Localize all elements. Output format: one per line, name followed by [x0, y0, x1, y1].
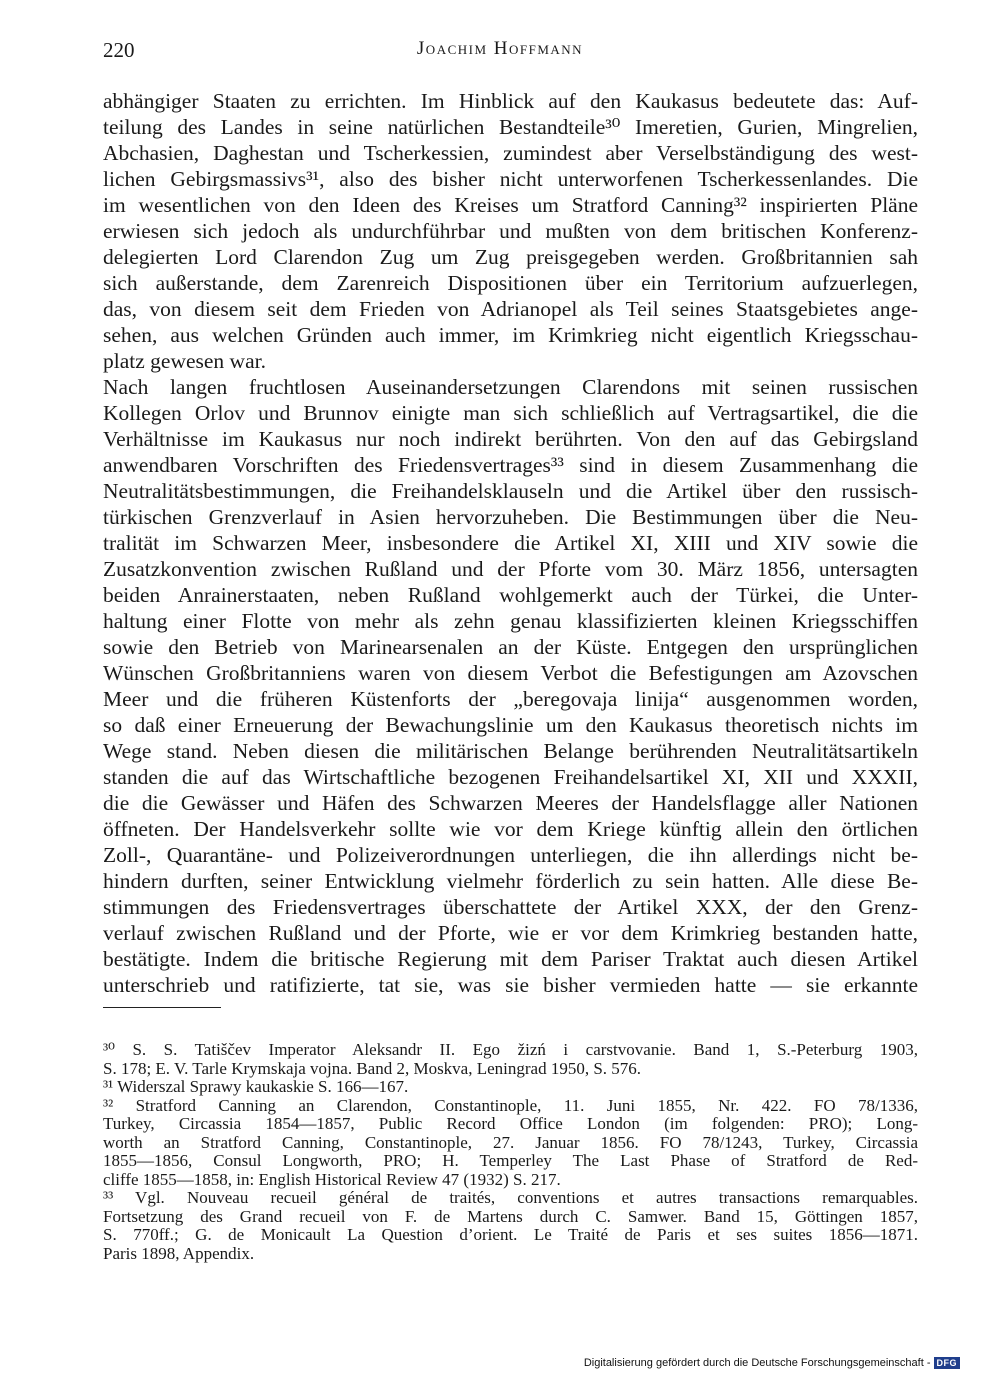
- body-line: türkischen Grenzverlauf in Asien hervorzuheben. Die Bestimmungen über die Neu-: [103, 505, 918, 529]
- body-line: im wesentlichen von den Ideen des Kreises um Stratford Canning³² inspirierten Pläne: [103, 193, 918, 217]
- footnote-line: Paris 1898, Appendix.: [103, 1243, 255, 1263]
- body-line: lichen Gebirgsmassivs³¹, also des bisher nicht unterworfenen Tscherkessenlandes. Die: [103, 167, 918, 191]
- body-text: [103, 88, 918, 998]
- footnote-line: Turkey, Circassia 1854—1857, Public Record Office London (im folgenden: PRO); Long-: [103, 1114, 918, 1133]
- body-line: sehen, aus welchen Gründen auch immer, im Krimkrieg nicht eigentlich Kriegsschau-: [103, 323, 918, 347]
- body-line: Neutralitätsbestimmungen, die Freihandelsklauseln und die Artikel über den russisch-: [103, 479, 918, 503]
- body-line: teilung des Landes in seine natürlichen Bestandteile³⁰ Imeretien, Gurien, Mingrelien,: [103, 115, 918, 139]
- body-line: Wünschen Großbritanniens waren von diesem Verbot die Befestigungen am Azovschen: [103, 661, 918, 685]
- body-line: sich außerstande, dem Zarenreich Dispositionen über ein Territorium aufzuerlegen,: [103, 271, 918, 295]
- footnote-line: S. 770ff.; G. de Monicault La Question d’orient. Le Traité de Paris et ses suites 1856—1871.: [103, 1225, 918, 1244]
- body-line: delegierten Lord Clarendon Zug um Zug preisgegeben werden. Großbritannien sah: [103, 245, 918, 269]
- body-line: Nach langen fruchtlosen Auseinandersetzungen Clarendons mit seinen russischen: [103, 375, 918, 399]
- body-line: anwendbaren Vorschriften des Friedensvertrages³³ sind in diesem Zusammenhang die: [103, 453, 918, 477]
- footnote-line: ³³ Vgl. Nouveau recueil général de traités, conventions et autres transactions remarquables.: [103, 1188, 918, 1207]
- footnote-line: S. 178; E. V. Tarle Krymskaja vojna. Band 2, Moskva, Leningrad 1950, S. 576.: [103, 1058, 642, 1078]
- running-head: Joachim Hoffmann: [416, 38, 584, 59]
- dfg-logo: DFG: [934, 1357, 961, 1369]
- body-line: Zusatzkonvention zwischen Rußland und der Pforte vom 30. März 1856, untersagten: [103, 557, 918, 581]
- body-line: Abchasien, Daghestan und Tscherkessien, zumindest aber Verselbständigung des west-: [103, 141, 918, 165]
- body-line: verlauf zwischen Rußland und der Pforte, wie er vor dem Krimkrieg bestanden hatte,: [103, 921, 918, 945]
- footnote-line: worth an Stratford Canning, Constantinople, 27. Januar 1856. FO 78/1243, Turkey, Circassia: [103, 1132, 918, 1152]
- footnote-line: Fortsetzung des Grand recueil von F. de Martens durch C. Samwer. Band 15, Göttingen 1857,: [103, 1206, 918, 1226]
- body-line: unterschrieb und ratifizierte, tat sie, was sie bisher vermieden hatte — sie erkannte: [103, 973, 918, 997]
- body-line: hindern durften, seiner Entwicklung vielmehr förderlich zu sein hatten. Alle diese Be-: [103, 869, 918, 893]
- body-line: öffneten. Der Handelsverkehr sollte wie vor dem Kriege künftig allein den örtlichen: [103, 817, 918, 841]
- body-line: abhängiger Staaten zu errichten. Im Hinblick auf den Kaukasus bedeutete das: Auf-: [103, 89, 918, 113]
- footnote-rule: [103, 1007, 221, 1008]
- footnote-line: cliffe 1855—1858, in: English Historical Review 47 (1932) S. 217.: [103, 1169, 561, 1189]
- body-line: die die Gewässer und Häfen des Schwarzen Meeres der Handelsflagge aller Nationen: [103, 791, 918, 815]
- body-line: Wege stand. Neben diesen die militärischen Belange berührenden Neutralitätsartikeln: [103, 739, 918, 763]
- body-line: Kollegen Orlov und Brunnov einigte man sich schließlich auf Vertragsartikel, die die: [103, 401, 918, 425]
- body-line: beiden Anrainerstaaten, neben Rußland wohlgemerkt auch der Türkei, die Unter-: [103, 583, 918, 607]
- body-line: Verhältnisse im Kaukasus nur noch indirekt berührten. Von den auf das Gebirgsland: [103, 427, 918, 451]
- footnote-line: 1855—1856, Consul Longworth, PRO; H. Temperley The Last Phase of Stratford de Red-: [103, 1151, 918, 1170]
- page-number: 220: [103, 38, 135, 62]
- body-line: so daß einer Erneuerung der Bewachungslinie um den Kaukasus theoretisch nichts im: [103, 713, 918, 737]
- body-line: standen die auf das Wirtschaftliche bezogenen Freihandelsartikel XI, XII und XXXII,: [103, 765, 918, 789]
- body-line: stimmungen des Friedensvertrages überschattete der Artikel XXX, der den Grenz-: [103, 895, 918, 919]
- footnote-line: ³¹ Widerszal Sprawy kaukaskie S. 166—167.: [103, 1077, 409, 1096]
- body-line: platz gewesen war.: [103, 349, 266, 373]
- body-line: Meer und die früheren Küstenforts der „beregovaja linija“ ausgenommen worden,: [103, 687, 918, 711]
- body-line: haltung einer Flotte von mehr als zehn genau klassifizierten kleinen Kriegsschiffen: [103, 609, 918, 633]
- footnotes: [103, 1041, 918, 1263]
- credit-text: Digitalisierung gefördert durch die Deutsche Forschungsgemeinschaft -: [583, 1357, 931, 1369]
- body-line: bestätigte. Indem die britische Regierung mit dem Pariser Traktat auch diesen Artikel: [103, 947, 918, 971]
- body-line: tralität im Schwarzen Meer, insbesondere die Artikel XI, XIII und XIV sowie die: [103, 531, 918, 555]
- footnote-line: ³⁰ S. S. Tatiščev Imperator Aleksandr II. Ego žizń i carstvovanie. Band 1, S.-Peterburg 1903,: [103, 1040, 918, 1059]
- body-line: das, von diesem seit dem Frieden von Adrianopel als Teil seines Staatsgebietes ange-: [103, 297, 918, 321]
- digitization-credit: [584, 1357, 960, 1369]
- body-line: sowie den Betrieb von Marinearsenalen an der Küste. Entgegen den ursprünglichen: [103, 635, 918, 659]
- body-line: erwiesen sich jedoch als undurchführbar und mußten von dem britischen Konferenz-: [103, 219, 918, 243]
- footnote-line: ³² Stratford Canning an Clarendon, Constantinople, 11. Juni 1855, Nr. 422. FO 78/1336,: [103, 1095, 918, 1115]
- body-line: Zoll-, Quarantäne- und Polizeiverordnungen unterliegen, die ihn allerdings nicht be-: [103, 843, 918, 867]
